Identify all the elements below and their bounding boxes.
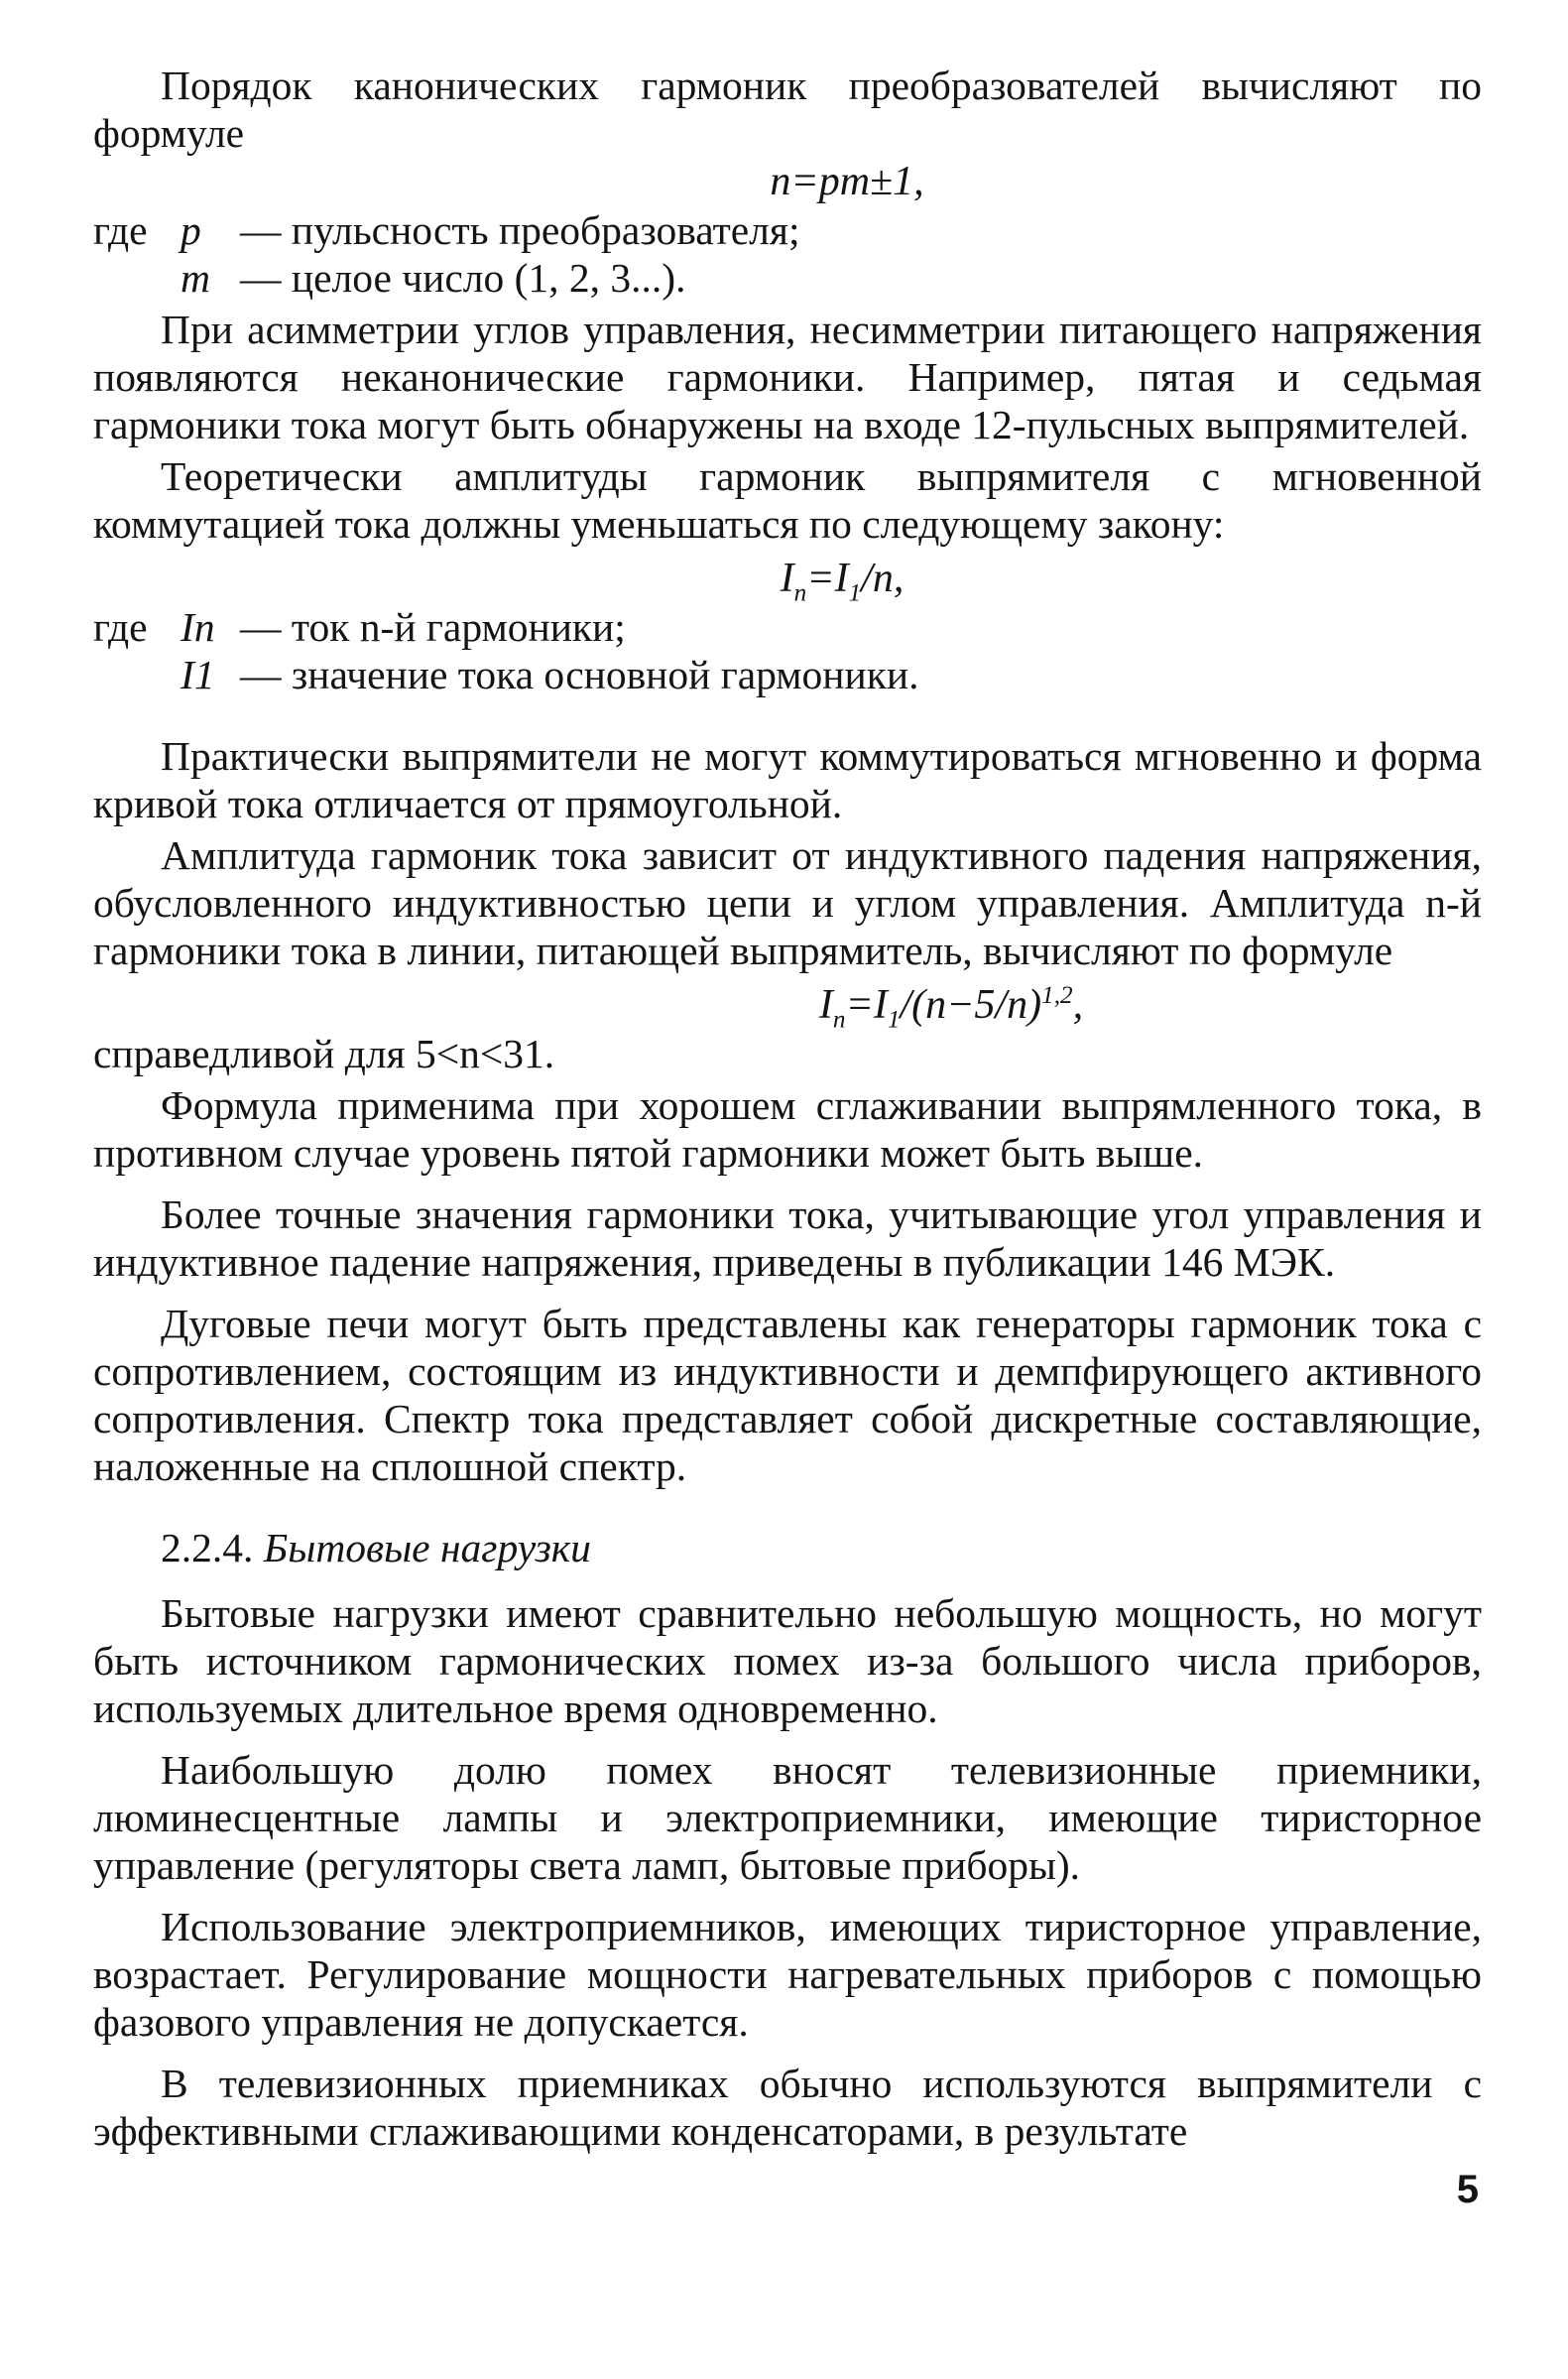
paragraph: Амплитуда гармоник тока зависит от индуктивного падения напряжения, обусловленного индуктивностью цепи и углом управления. Амплитуда n-й гармоники тока в линии, питающей выпрямитель, вычисляют по формуле bbox=[93, 832, 1482, 973]
paragraph: Теоретически амплитуды гармоник выпрямителя с мгновенной коммутацией тока должны уменьшаться по следующему закону: bbox=[93, 453, 1482, 547]
paragraph: При асимметрии углов управления, несимметрии питающего напряжения появляются неканонические гармоники. Например, пятая и седьмая гармоники тока могут быть обнаружены на входе 12-пульсных выпрямителей. bbox=[93, 307, 1482, 447]
paragraph: Наибольшую долю помех вносят телевизионные приемники, люминесцентные лампы и электроприемники, имеющие тиристорное управление (регуляторы света ламп, бытовые приборы). bbox=[93, 1747, 1482, 1888]
definition-row bbox=[93, 603, 1482, 651]
definition-symbol: I1 bbox=[181, 652, 215, 697]
paragraph: Дуговые печи могут быть представлены как генераторы гармоник тока с сопротивлением, состоящим из индуктивности и демпфирующего активного сопротивления. Спектр тока представляет собой дискретные составляющие, наложенные на сплошной спектр. bbox=[93, 1301, 1482, 1489]
formula-canonical-harmonics: n=pm±1, bbox=[770, 159, 924, 204]
section-heading bbox=[161, 1524, 1482, 1571]
definition-text: — ток n-й гармоники; bbox=[240, 604, 626, 650]
definition-text: — пульсность преобразователя; bbox=[240, 207, 800, 253]
section-title: Бытовые нагрузки bbox=[263, 1525, 591, 1570]
definition-lead: где bbox=[93, 207, 148, 253]
section-number: 2.2.4. bbox=[161, 1525, 254, 1570]
definition-row bbox=[93, 254, 1482, 302]
definition-symbol: p bbox=[181, 207, 201, 253]
formula-line-harmonic: $I_n=I_1/(n-5/n)^{1,2}$, bbox=[818, 982, 1084, 1034]
definition-symbol: In bbox=[181, 604, 215, 650]
definition-lead: где bbox=[93, 604, 148, 650]
paragraph: Практически выпрямители не могут коммутироваться мгновенно и форма кривой тока отличается от прямоугольной. bbox=[93, 733, 1482, 826]
paragraph: Формула применима при хорошем сглаживании выпрямленного тока, в противном случае уровень пятой гармоники может быть выше. bbox=[93, 1082, 1482, 1176]
formula-harmonic-amplitude: $I_n=I_1/n$, bbox=[780, 556, 905, 607]
definition-row bbox=[93, 206, 1482, 254]
page-body bbox=[93, 62, 1482, 2155]
definition-row bbox=[93, 651, 1482, 698]
paragraph: Бытовые нагрузки имеют сравнительно небольшую мощность, но могут быть источником гармонических помех из-за большого числа приборов, используемых длительное время одновременно. bbox=[93, 1590, 1482, 1731]
paragraph: Использование электроприемников, имеющих тиристорное управление, возрастает. Регулирование мощности нагревательных приборов с помощью фазового управления не допускается. bbox=[93, 1904, 1482, 2045]
page-number: 5 bbox=[1456, 2168, 1479, 2211]
paragraph: Более точные значения гармоники тока, учитывающие угол управления и индуктивное падение напряжения, приведены в публикации 146 МЭК. bbox=[93, 1191, 1482, 1285]
definition-symbol: m bbox=[181, 255, 210, 301]
paragraph: Порядок канонических гармоник преобразователей вычисляют по формуле bbox=[93, 63, 1482, 156]
definition-text: — значение тока основной гармоники. bbox=[240, 652, 919, 697]
paragraph: В телевизионных приемниках обычно используются выпрямители с эффективными сглаживающими конденсаторами, в результате bbox=[93, 2061, 1482, 2154]
paragraph: справедливой для 5<n<31. bbox=[93, 1031, 555, 1076]
definition-text: — целое число (1, 2, 3...). bbox=[240, 255, 686, 301]
